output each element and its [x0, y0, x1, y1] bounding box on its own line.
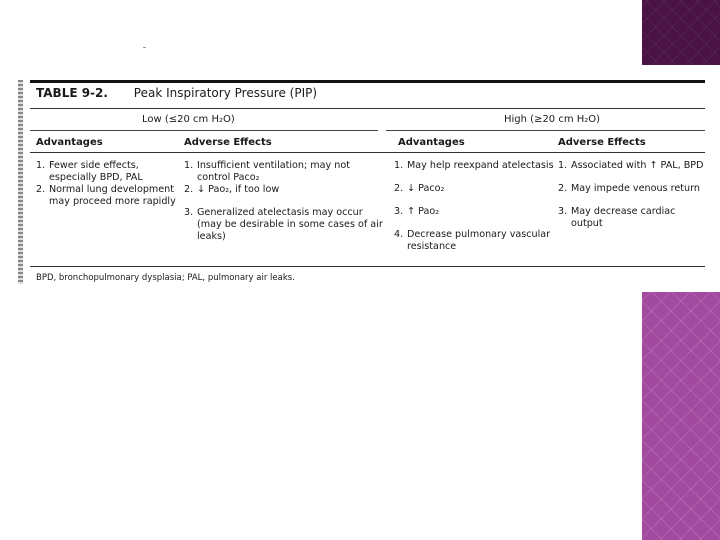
- table-title-row: [36, 86, 317, 100]
- list-item: 1. May help reexpand atelectasis: [394, 160, 554, 171]
- table-label: TABLE 9-2.: [36, 86, 108, 100]
- column-header-low-advantages: Advantages: [36, 137, 103, 148]
- list-item: 1. Associated with ↑ PAL, BPD: [558, 160, 704, 171]
- list-item: 4. Decrease pulmonary vascular resistance: [394, 229, 551, 252]
- high-adverse-list: [558, 160, 708, 241]
- list-item: 1. Fewer side effects, especially BPD, PAL: [36, 160, 143, 183]
- list-item: 2. Normal lung development may proceed more rapidly: [36, 184, 176, 207]
- low-advantages-list: [36, 160, 176, 219]
- pip-table-figure: [30, 80, 705, 285]
- table-bottom-rule: [30, 266, 705, 267]
- column-header-high-adverse: Adverse Effects: [558, 137, 646, 148]
- decorative-purple-block-right: [642, 292, 720, 540]
- decorative-purple-block-top: [642, 0, 720, 65]
- table-top-rule: [30, 80, 705, 83]
- list-item: 2. ↓ Paco₂: [394, 183, 445, 194]
- decorative-scan-edge: [18, 80, 23, 284]
- list-item: 3. May decrease cardiac output: [558, 206, 676, 229]
- list-item: 1. Insufficient ventilation; may not control Paco₂: [184, 160, 350, 183]
- high-advantages-list: [394, 160, 554, 264]
- list-item: 3. Generalized atelectasis may occur (may be desirable in some cases of air leaks): [184, 207, 383, 242]
- title-rule: [30, 108, 705, 109]
- scan-speck: [143, 47, 146, 48]
- table-title: Peak Inspiratory Pressure (PIP): [133, 86, 318, 100]
- group-rule-high: [386, 130, 705, 131]
- list-item: 2. May impede venous return: [558, 183, 700, 194]
- list-item: 3. ↑ Pao₂: [394, 206, 440, 217]
- list-item: 2. ↓ Pao₂, if too low: [184, 184, 280, 195]
- group-header-high: High (≥20 cm H₂O): [504, 114, 601, 125]
- group-header-low: Low (≤20 cm H₂O): [142, 114, 235, 125]
- group-rule-low: [30, 130, 378, 131]
- column-header-low-adverse: Adverse Effects: [184, 137, 272, 148]
- header-rule: [30, 152, 705, 153]
- table-footnote: BPD, bronchopulmonary dysplasia; PAL, pulmonary air leaks.: [36, 273, 295, 283]
- column-header-high-advantages: Advantages: [398, 137, 465, 148]
- low-adverse-list: [184, 160, 384, 254]
